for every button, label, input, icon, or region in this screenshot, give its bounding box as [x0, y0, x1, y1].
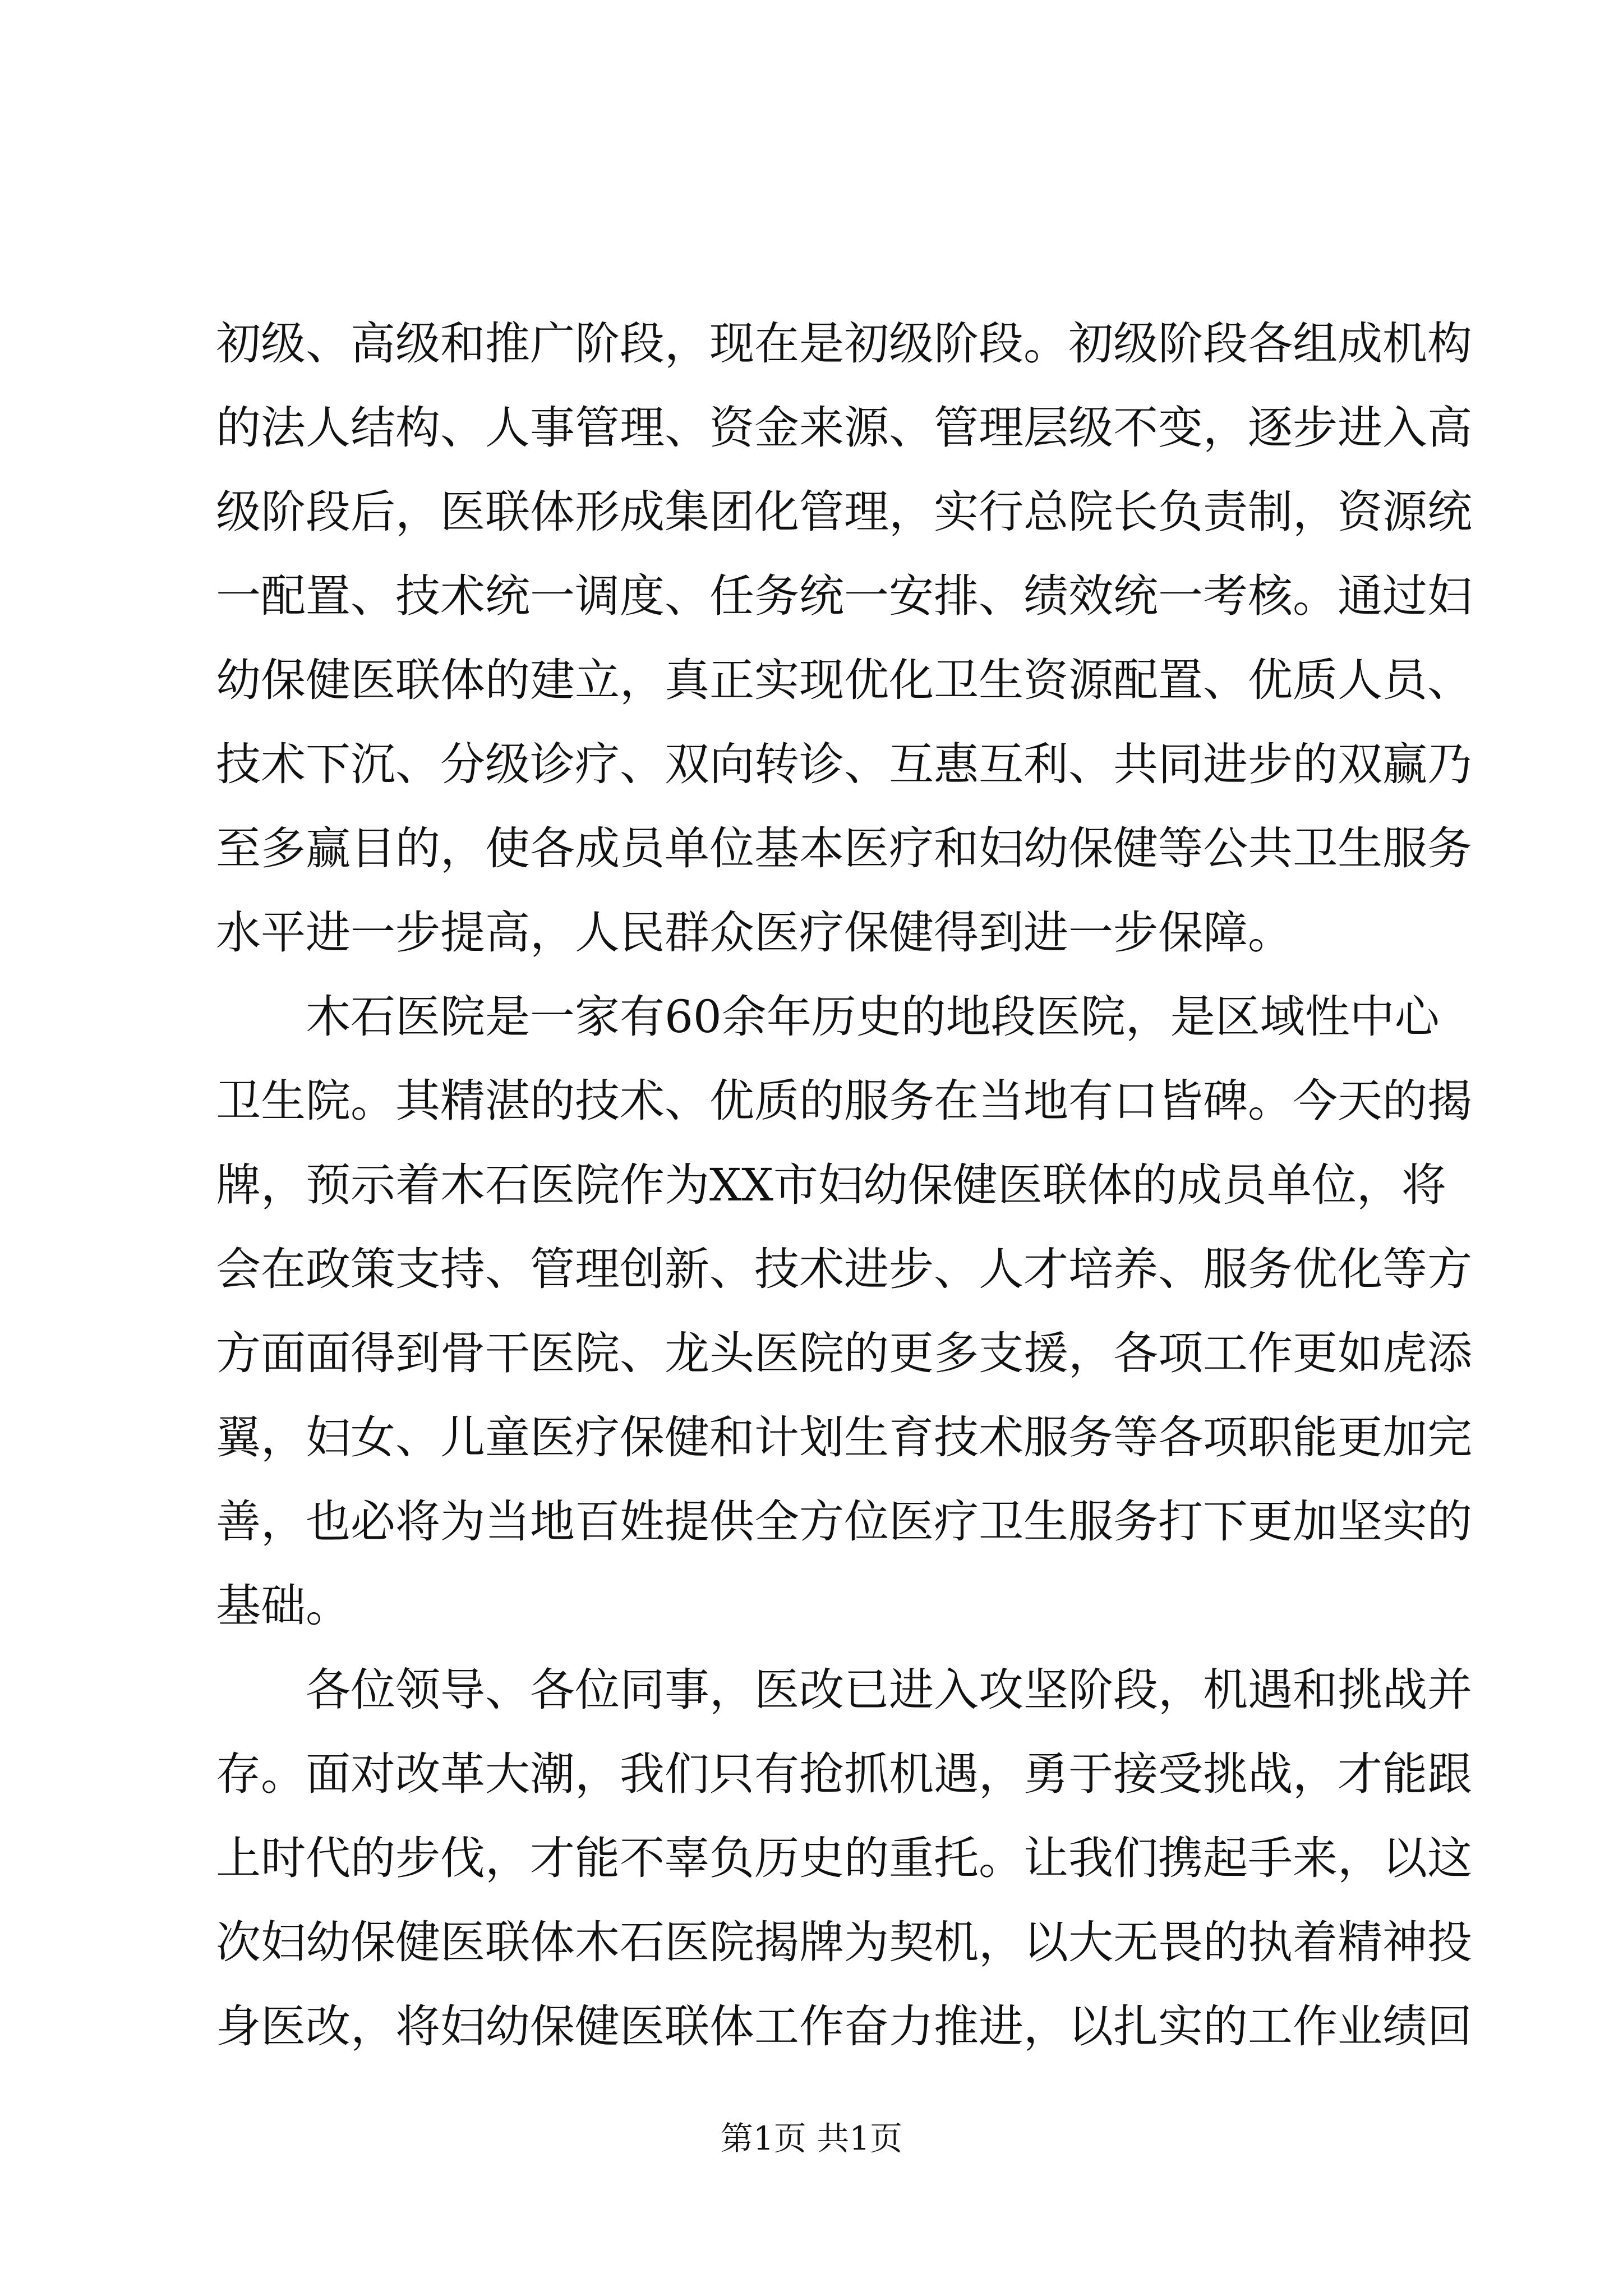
text-line: 基础。 — [216, 1580, 351, 1632]
text-line: 木石医院是一家有60余年历史的地段医院，是区域性中心 — [216, 991, 1440, 1043]
text-line: 初级、高级和推广阶段，现在是初级阶段。初级阶段各组成机构 — [216, 318, 1472, 370]
text-line: 卫生院。其精湛的技术、优质的服务在当地有口皆碑。今天的揭 — [216, 1075, 1472, 1127]
text-line: 方面面得到骨干医院、龙头医院的更多支援，各项工作更如虎添 — [216, 1327, 1472, 1379]
page-footer: 第1页 共1页 — [720, 2119, 903, 2157]
text-line: 水平进一步提高，人民群众医疗保健得到进一步保障。 — [216, 907, 1293, 959]
text-line: 技术下沉、分级诊疗、双向转诊、互惠互利、共同进步的双赢乃 — [216, 738, 1472, 790]
text-line: 存。面对改革大潮，我们只有抢抓机遇，勇于接受挑战，才能跟 — [216, 1748, 1472, 1800]
text-line: 一配置、技术统一调度、任务统一安排、绩效统一考核。通过妇 — [216, 570, 1472, 622]
text-line: 各位领导、各位同事，医改已进入攻坚阶段，机遇和挑战并 — [216, 1664, 1472, 1716]
text-line: 身医改，将妇幼保健医联体工作奋力推进，以扎实的工作业绩回 — [216, 2000, 1472, 2053]
text-line: 会在政策支持、管理创新、技术进步、人才培养、服务优化等方 — [216, 1243, 1472, 1295]
text-line: 的法人结构、人事管理、资金来源、管理层级不变，逐步进入高 — [216, 402, 1472, 454]
text-line: 级阶段后，医联体形成集团化管理，实行总院长负责制，资源统 — [216, 486, 1472, 538]
text-line: 至多赢目的，使各成员单位基本医疗和妇幼保健等公共卫生服务 — [216, 822, 1472, 875]
text-line: 善，也必将为当地百姓提供全方位医疗卫生服务打下更加坚实的 — [216, 1496, 1472, 1548]
text-line: 次妇幼保健医联体木石医院揭牌为契机，以大无畏的执着精神投 — [216, 1916, 1472, 1968]
text-line: 翼，妇女、儿童医疗保健和计划生育技术服务等各项职能更加完 — [216, 1411, 1472, 1464]
text-line: 牌，预示着木石医院作为XX市妇幼保健医联体的成员单位，将 — [216, 1159, 1446, 1211]
body-text — [216, 302, 1472, 2069]
text-line: 幼保健医联体的建立，真正实现优化卫生资源配置、优质人员、 — [216, 654, 1472, 706]
text-line: 上时代的步伐，才能不辜负历史的重托。让我们携起手来，以这 — [216, 1832, 1472, 1884]
